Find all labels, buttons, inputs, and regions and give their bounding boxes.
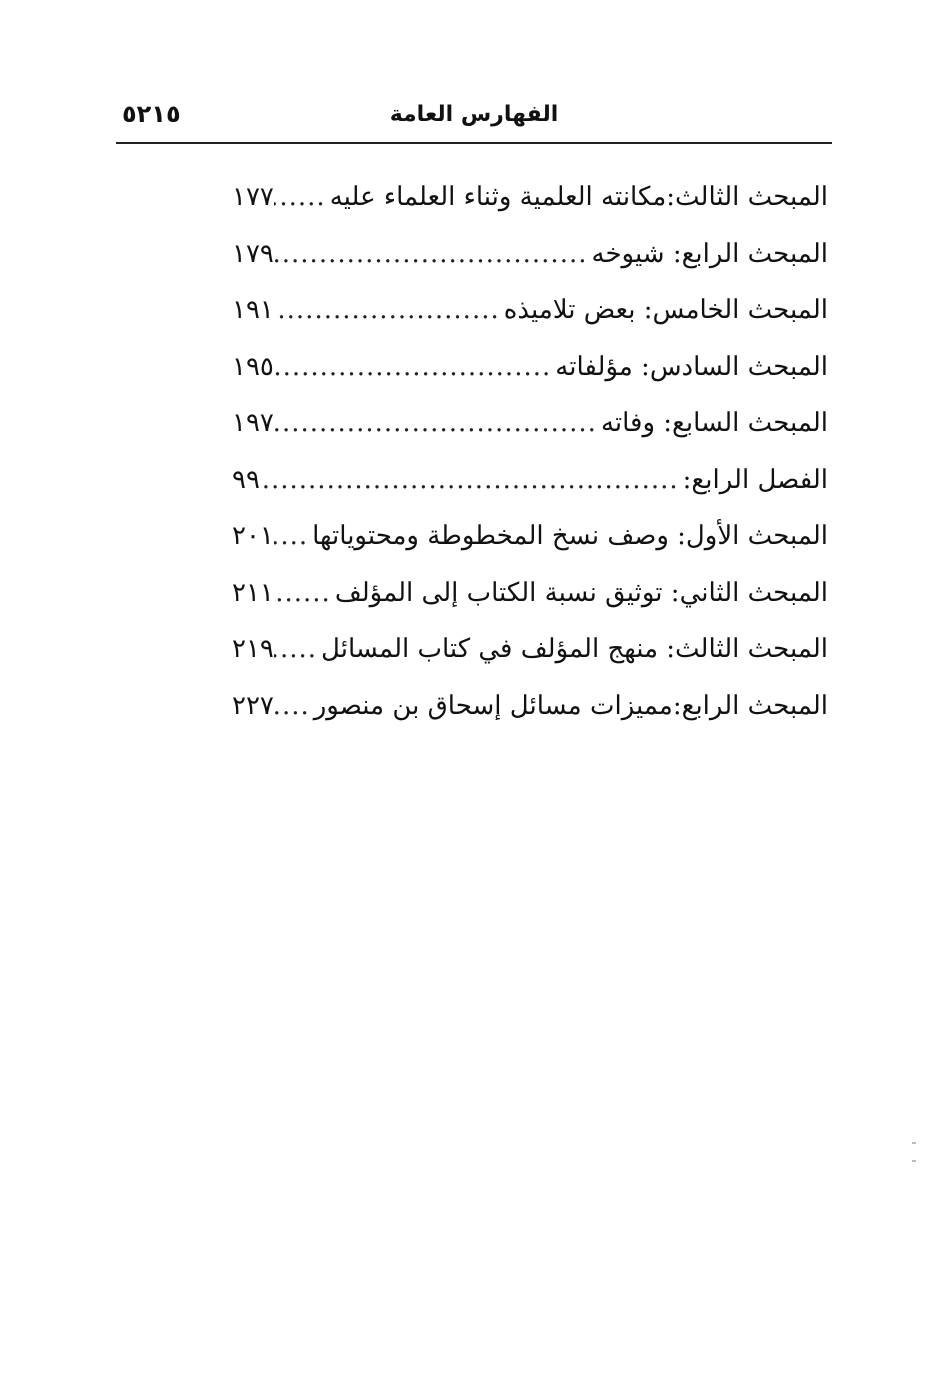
running-title: الفهارس العامة: [389, 102, 559, 127]
page-number: ٥٢١٥: [122, 100, 181, 128]
dot-leader: [260, 465, 683, 495]
toc-entry-page: ٢٢٧: [232, 690, 274, 721]
dot-leader: [274, 239, 592, 269]
toc-entry: [232, 465, 828, 522]
dot-leader: [274, 521, 312, 551]
toc-entry-title: المبحث السابع: وفاته: [600, 408, 828, 438]
toc-entry: [232, 521, 828, 578]
toc-entry-title: المبحث الخامس: بعض تلاميذه: [503, 295, 828, 325]
dot-leader: [274, 295, 504, 325]
toc-entry-title: المبحث الثالث:مكانته العلمية وثناء العلماء عليه: [329, 182, 828, 212]
toc-entry-page: ١٧٧: [232, 182, 274, 212]
toc-entry-page: ١٩٧: [232, 408, 274, 438]
toc-entry-page: ٩٩: [232, 464, 260, 495]
dot-leader: [274, 408, 601, 438]
toc-entry: [232, 691, 828, 748]
toc-entry-page: ٢٠١: [232, 521, 274, 551]
toc-entry-page: ١٩٥: [232, 351, 274, 382]
toc-entry: [232, 578, 828, 635]
toc-entry: [232, 634, 828, 691]
toc-entry: [232, 295, 828, 352]
toc-entry-page: ٢١١: [232, 577, 274, 608]
scan-speck: [912, 1160, 916, 1162]
dot-leader: [274, 578, 335, 608]
page-header: [116, 96, 832, 144]
toc-entry-title: المبحث الثاني: توثيق نسبة الكتاب إلى المؤلف: [334, 577, 828, 608]
toc-entry-page: ٢١٩: [232, 634, 274, 664]
toc-entry-page: ١٩١: [232, 295, 274, 325]
table-of-contents: [232, 182, 828, 747]
dot-leader: [274, 182, 330, 212]
toc-entry-page: ١٧٩: [232, 238, 274, 269]
toc-entry-title: المبحث الثالث: منهج المؤلف في كتاب المسائل: [321, 634, 828, 664]
toc-entry: [232, 182, 828, 239]
toc-entry-title: المبحث الرابع:مميزات مسائل إسحاق بن منصور: [313, 690, 828, 721]
dot-leader: [274, 352, 555, 382]
toc-entry-title: المبحث الأول: وصف نسخ المخطوطة ومحتوياتها: [312, 521, 828, 551]
toc-entry: [232, 239, 828, 296]
dot-leader: [274, 691, 314, 721]
scan-speck: [912, 1142, 916, 1144]
toc-entry-title: المبحث الرابع: شيوخه: [591, 238, 828, 269]
toc-entry: [232, 408, 828, 465]
dot-leader: [274, 634, 321, 664]
toc-entry-title: الفصل الرابع:: [682, 464, 828, 495]
toc-entry-title: المبحث السادس: مؤلفاته: [555, 351, 828, 382]
toc-entry: [232, 352, 828, 409]
